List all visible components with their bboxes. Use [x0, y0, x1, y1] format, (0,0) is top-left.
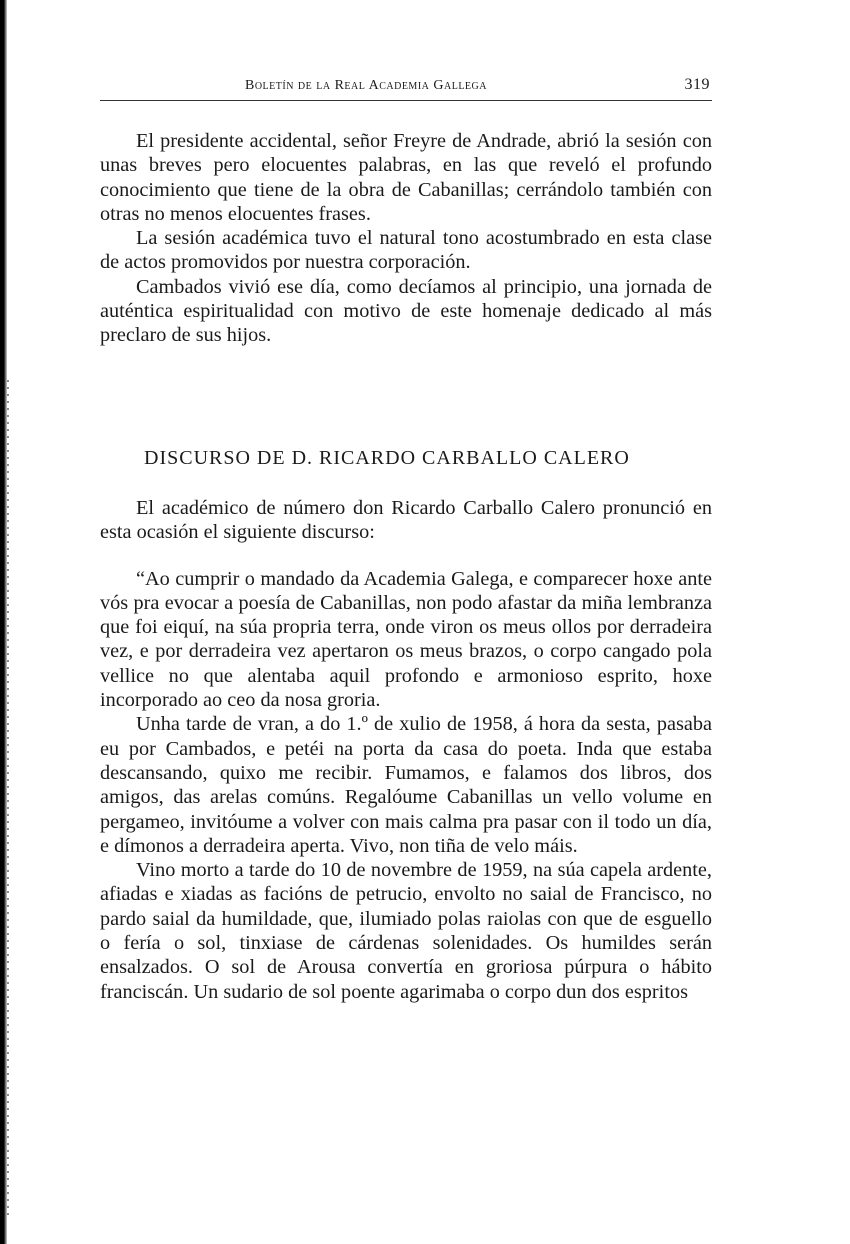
section-heading: DISCURSO DE D. RICARDO CARBALLO CALERO — [144, 446, 630, 469]
paragraph: Vino morto a tarde do 10 de novembre de 1959, na súa capela ardente, afiadas e xiadas as facións de petrucio, envolto no saial de Francisco, no pardo saial da humildade, que, ilumiado polas raiolas con que de esguello o fería o sol, tinxiase de cárdenas solenidades. Os humildes serán ensalzados. O sol de Arousa convertía en groriosa púrpura o hábito franciscán. Un sudario de sol poente agarimaba o corpo dun dos espritos — [100, 859, 712, 1003]
journal-title: Boletín de la Real Academia Gallega — [245, 78, 487, 93]
document-page — [100, 72, 712, 1004]
speech-section — [100, 567, 712, 1004]
scan-edge-dots — [7, 380, 9, 1220]
paragraph: “Ao cumprir o mandado da Academia Galega, e comparecer hoxe ante vós pra evocar a poesía de Cabanillas, non podo afastar da miña lembranza que foi eiquí, na súa propria terra, onde viron os meus ollos por derradeira vez, e por derradeira vez apertaron os meus brazos, o corpo cangado pola vellice no que alentaba aquil profondo e armonioso esprito, hoxe incorporado ao ceo da nosa groria. — [100, 567, 712, 712]
page-number: 319 — [684, 76, 710, 93]
body-text — [100, 129, 712, 1004]
lead-section — [100, 496, 712, 545]
paragraph: Cambados vivió ese día, como decíamos al principio, una jornada de auténtica espiritualidad con motivo de este homenaje dedicado al más preclaro de sus hijos. — [100, 275, 712, 347]
paragraph: El académico de número don Ricardo Carballo Calero pronunció en esta ocasión el siguiente discurso: — [100, 496, 712, 544]
paragraph: El presidente accidental, señor Freyre de Andrade, abrió la sesión con unas breves pero elocuentes palabras, en las que reveló el profundo conocimiento que tiene de la obra de Cabanillas; cerrándolo también con otras no menos elocuentes frases. — [100, 130, 712, 225]
paragraph: La sesión académica tuvo el natural tono acostumbrado en esta clase de actos promovidos por nuestra corporación. — [100, 227, 712, 274]
intro-section — [100, 129, 712, 348]
paragraph: Unha tarde de vran, a do 1.º de xulio de 1958, á hora da sesta, pasaba eu por Cambados, e petéi na porta da casa do poeta. Inda que estaba descansando, quixo me recibir. Fumamos, e falamos dos libros, dos amigos, das arelas comúns. Regalóume Cabanillas un vello volume en pergameo, invitóume a volver con mais calma pra pasar con il todo un día, e dímonos a derradeira aperta. Vivo, non tiña de velo máis. — [100, 713, 712, 857]
running-head — [100, 72, 712, 101]
scan-edge — [0, 0, 7, 1244]
